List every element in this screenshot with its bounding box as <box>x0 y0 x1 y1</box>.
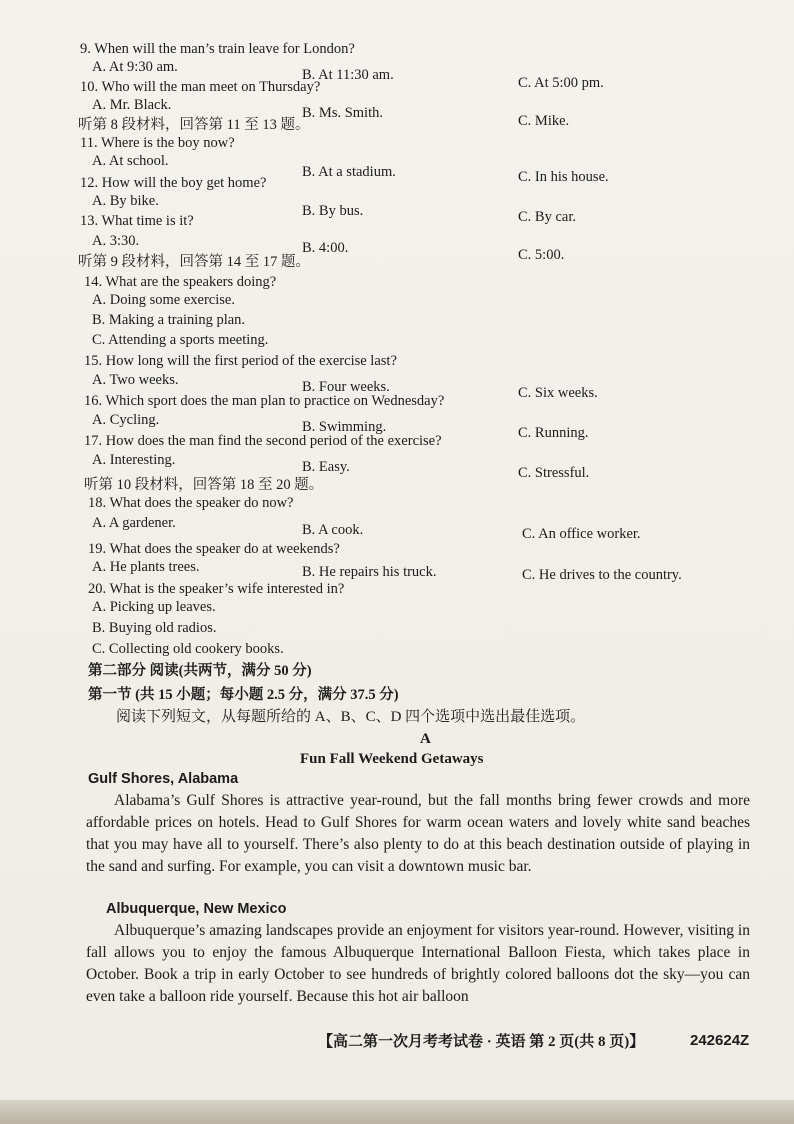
q9-option-c: C. At 5:00 pm. <box>518 75 604 91</box>
instruction-segment-9: 听第 9 段材料，回答第 14 至 17 题。 <box>78 254 310 270</box>
subhead-gulf-shores: Gulf Shores, Alabama <box>88 771 239 787</box>
q17-option-b: B. Easy. <box>302 459 350 475</box>
footer-page-info: 【高二第一次月考考试卷 · 英语 第 2 页(共 8 页)】 <box>318 1034 645 1050</box>
q19-option-a: A. He plants trees. <box>92 559 200 575</box>
q10-stem: 10. Who will the man meet on Thursday? <box>80 79 321 95</box>
q12-stem: 12. How will the boy get home? <box>80 175 267 191</box>
q16-option-c: C. Running. <box>518 425 589 441</box>
q11-option-c: C. In his house. <box>518 169 609 185</box>
q15-option-c: C. Six weeks. <box>518 385 598 401</box>
q9-option-a: A. At 9:30 am. <box>92 59 178 75</box>
reading-instruction: 阅读下列短文，从每题所给的 A、B、C、D 四个选项中选出最佳选项。 <box>116 709 586 725</box>
q14-option-c: C. Attending a sports meeting. <box>92 332 269 348</box>
q12-option-a: A. By bike. <box>92 193 159 209</box>
q18-option-a: A. A gardener. <box>92 515 176 531</box>
q15-option-a: A. Two weeks. <box>92 372 179 388</box>
q13-option-c: C. 5:00. <box>518 247 565 263</box>
q14-option-a: A. Doing some exercise. <box>92 292 235 308</box>
q20-option-a: A. Picking up leaves. <box>92 599 216 615</box>
paragraph-albuquerque-text: Albuquerque’s amazing landscapes provide an enjoyment for visitors year-round. However, visiting in fall allows you to enjoy the famous Albuquerque International Balloon Fiesta, which takes place in October. Book a trip in early October to see hundreds of brightly colored balloons dot the sky—you can even take a balloon ride yourself. Because this hot air balloon <box>86 922 750 1005</box>
passage-title: Fun Fall Weekend Getaways <box>300 751 484 767</box>
q19-option-c: C. He drives to the country. <box>522 567 682 583</box>
q13-option-a: A. 3:30. <box>92 233 140 249</box>
page-footer <box>0 1030 794 1052</box>
q20-option-c: C. Collecting old cookery books. <box>92 641 284 657</box>
q10-option-a: A. Mr. Black. <box>92 97 172 113</box>
q18-option-c: C. An office worker. <box>522 526 641 542</box>
instruction-segment-10: 听第 10 段材料，回答第 18 至 20 题。 <box>84 477 324 493</box>
q11-option-a: A. At school. <box>92 153 169 169</box>
paragraph-albuquerque <box>86 920 750 1008</box>
q10-option-c: C. Mike. <box>518 113 570 129</box>
q9-option-b: B. At 11:30 am. <box>302 67 394 83</box>
q13-stem: 13. What time is it? <box>80 213 194 229</box>
paragraph-gulf-shores-text: Alabama’s Gulf Shores is attractive year-round, but the fall months bring fewer crowds and more affordable prices on hotels. Head to Gulf Shores for warm ocean waters and lovely white sand beaches that you may have all to yourself. There’s also plenty to do at this beach destination outside of playing in the sand and surfing. For example, you can visit a downtown music bar. <box>86 792 750 875</box>
q17-option-a: A. Interesting. <box>92 452 176 468</box>
q12-option-b: B. By bus. <box>302 203 364 219</box>
reading-section-title: 第一节 (共 15 小题；每小题 2.5 分，满分 37.5 分) <box>88 687 399 703</box>
q18-option-b: B. A cook. <box>302 522 364 538</box>
instruction-segment-8: 听第 8 段材料，回答第 11 至 13 题。 <box>78 117 310 133</box>
paragraph-gulf-shores <box>86 790 750 878</box>
q17-stem: 17. How does the man find the second period of the exercise? <box>84 433 442 449</box>
q18-stem: 18. What does the speaker do now? <box>88 495 294 511</box>
q20-option-b: B. Buying old radios. <box>92 620 217 636</box>
q19-option-b: B. He repairs his truck. <box>302 564 437 580</box>
q17-option-c: C. Stressful. <box>518 465 590 481</box>
passage-letter: A <box>420 731 431 747</box>
q19-stem: 19. What does the speaker do at weekends? <box>88 541 340 557</box>
q15-option-b: B. Four weeks. <box>302 379 390 395</box>
q10-option-b: B. Ms. Smith. <box>302 105 383 121</box>
q9-stem: 9. When will the man’s train leave for London? <box>80 41 355 57</box>
q13-option-b: B. 4:00. <box>302 240 349 256</box>
subhead-albuquerque: Albuquerque, New Mexico <box>106 901 287 917</box>
q11-stem: 11. Where is the boy now? <box>80 135 235 151</box>
q16-option-a: A. Cycling. <box>92 412 160 428</box>
q20-stem: 20. What is the speaker’s wife interested in? <box>88 581 345 597</box>
photo-bottom-edge <box>0 1100 794 1124</box>
q16-option-b: B. Swimming. <box>302 419 387 435</box>
q14-stem: 14. What are the speakers doing? <box>84 274 277 290</box>
q16-stem: 16. Which sport does the man plan to practice on Wednesday? <box>84 393 445 409</box>
footer-exam-code: 242624Z <box>690 1032 750 1049</box>
q15-stem: 15. How long will the first period of the exercise last? <box>84 353 397 369</box>
q12-option-c: C. By car. <box>518 209 576 225</box>
q11-option-b: B. At a stadium. <box>302 164 396 180</box>
q14-option-b: B. Making a training plan. <box>92 312 246 328</box>
reading-part-title: 第二部分 阅读(共两节，满分 50 分) <box>88 663 312 679</box>
